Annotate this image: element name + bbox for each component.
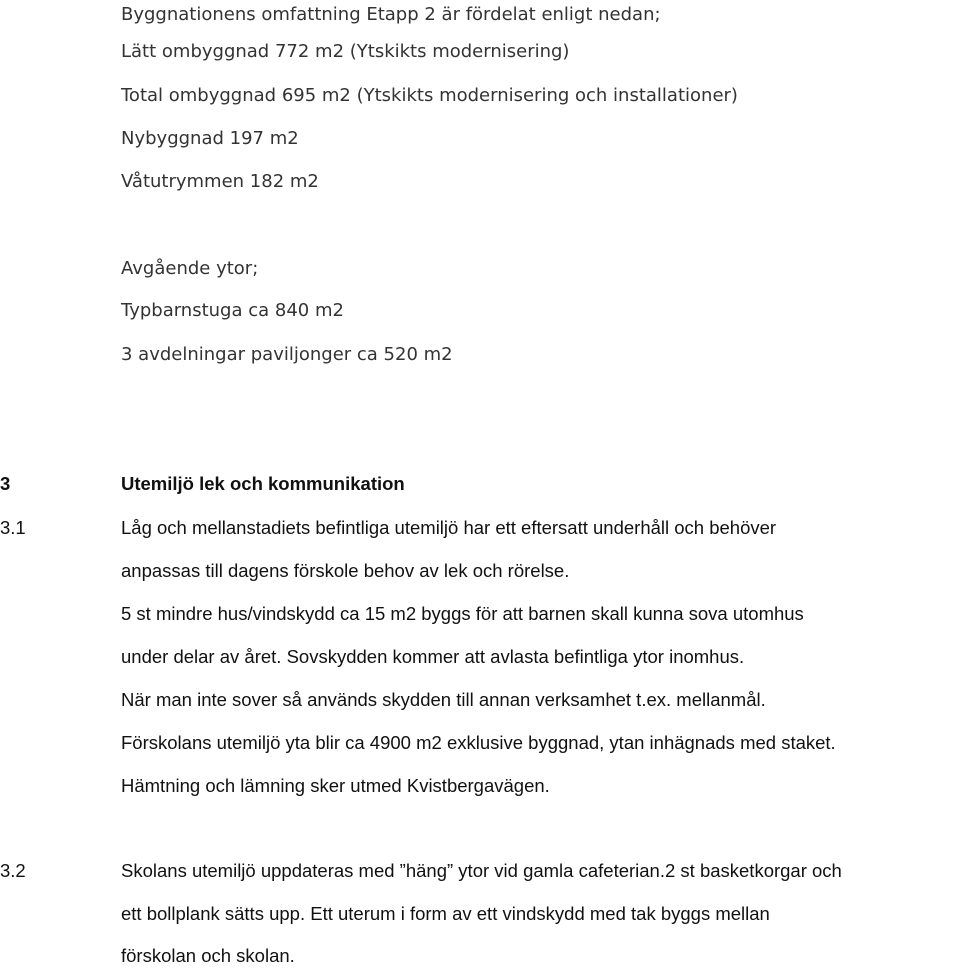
intro-line: Byggnationens omfattning Etapp 2 är fördelat enligt nedan;: [121, 4, 661, 25]
paragraph-line: anpassas till dagens förskole behov av lek och rörelse.: [121, 560, 570, 581]
paragraph-line: 5 st mindre hus/vindskydd ca 15 m2 byggs för att barnen skall kunna sova utomhus: [121, 603, 804, 624]
paragraph-line: Förskolans utemiljö yta blir ca 4900 m2 exklusive byggnad, ytan inhägnads med staket.: [121, 732, 836, 753]
intro-line: Lätt ombyggnad 772 m2 (Ytskikts modernisering): [121, 41, 570, 62]
intro-line: Nybyggnad 197 m2: [121, 128, 299, 149]
paragraph-line: När man inte sover så används skydden till annan verksamhet t.ex. mellanmål.: [121, 689, 766, 710]
section-number: 3: [0, 473, 11, 494]
paragraph-line: Skolans utemiljö uppdateras med ”häng” ytor vid gamla cafeterian.2 st basketkorgar och: [121, 860, 842, 881]
removed-line: Avgående ytor;: [121, 258, 259, 279]
section-title: Utemiljö lek och kommunikation: [121, 473, 405, 494]
subsection-number: 3.1: [0, 517, 26, 538]
paragraph-line: förskolan och skolan.: [121, 945, 295, 966]
removed-line: 3 avdelningar paviljonger ca 520 m2: [121, 344, 453, 365]
paragraph-line: Hämtning och lämning sker utmed Kvistbergavägen.: [121, 775, 550, 796]
intro-line: Våtutrymmen 182 m2: [121, 171, 319, 192]
paragraph-line: ett bollplank sätts upp. Ett uterum i form av ett vindskydd med tak byggs mellan: [121, 903, 770, 924]
paragraph-line: under delar av året. Sovskydden kommer att avlasta befintliga ytor inomhus.: [121, 646, 745, 667]
intro-line: Total ombyggnad 695 m2 (Ytskikts modernisering och installationer): [121, 85, 738, 106]
removed-line: Typbarnstuga ca 840 m2: [121, 300, 344, 321]
subsection-number: 3.2: [0, 860, 26, 881]
paragraph-line: Låg och mellanstadiets befintliga utemiljö har ett eftersatt underhåll och behöver: [121, 517, 777, 538]
